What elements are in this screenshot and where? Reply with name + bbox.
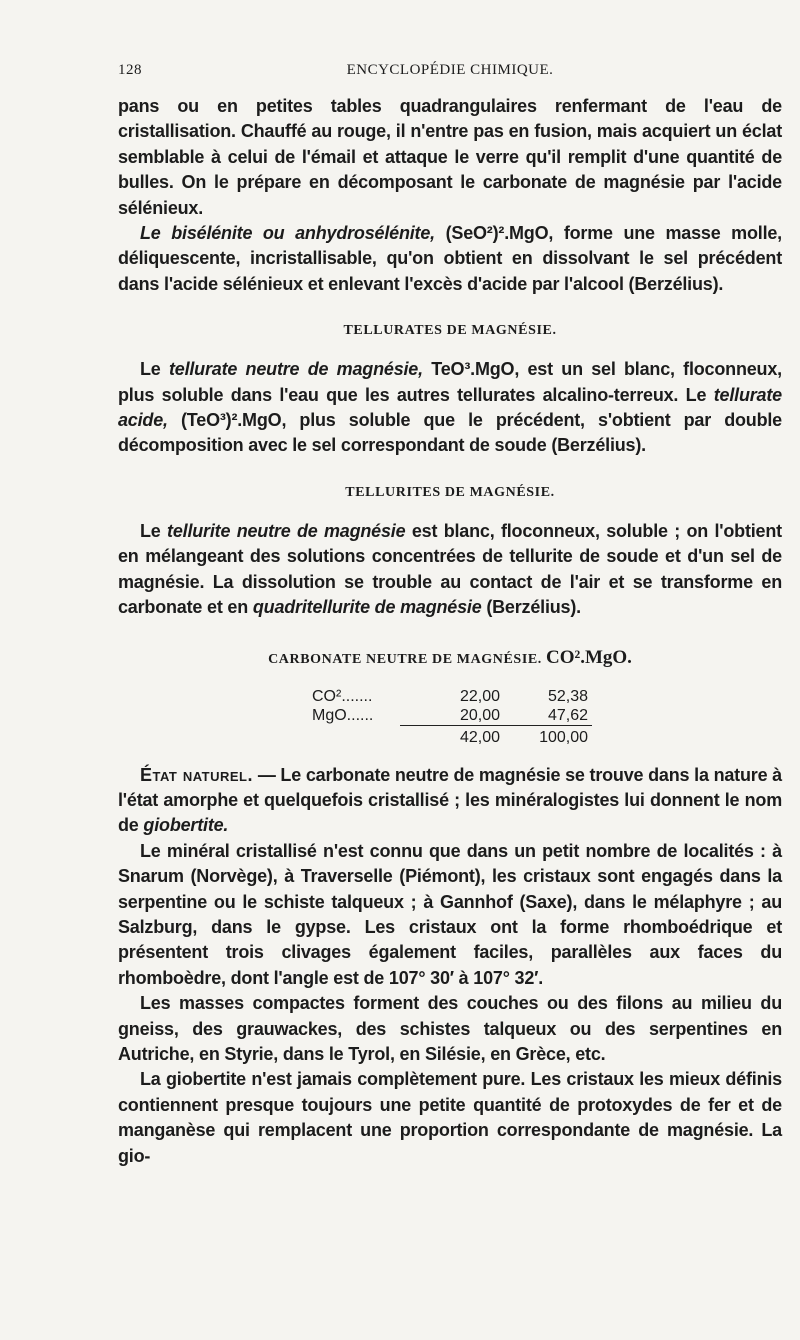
paragraph-text: est blanc, floconneux, soluble ; on l'obtient en mélangeant des solutions concentrées de tellurite de soude et d'un sel de magnésie. La dissolution se trouble au contact de l'air et se transforme en carbonate et en xyxy=(118,520,782,618)
paragraph-text: Le xyxy=(140,520,161,541)
paragraph-text: (Berzélius). xyxy=(486,597,581,618)
table-cell-mass: 20,00 xyxy=(400,706,504,726)
paragraph-selenite-end xyxy=(118,94,782,221)
paragraph-masses-compactes xyxy=(118,991,782,1067)
paragraph-text: Les masses compactes forment des couches ou des filons au milieu du gneiss, des grauwackes, des schistes talqueux ou des serpentines en Autriche, en Styrie, dans le Tyrol, en Silésie, en Grèce, etc. xyxy=(118,993,782,1064)
paragraph-mineral-cristallise xyxy=(118,839,782,991)
paragraph-text: est un sel blanc, floconneux, plus soluble dans l'eau que les autres tellurates alcalino-terreux. Le xyxy=(118,359,782,405)
formula-biselenite: (SeO²)².MgO, xyxy=(445,223,554,244)
section-title-text: CARBONATE NEUTRE DE MAGNÉSIE. xyxy=(268,651,542,667)
table-cell-total-percent: 100,00 xyxy=(539,728,588,746)
term-tellurite-neutre: tellurite neutre de magnésie xyxy=(167,520,406,541)
table-row xyxy=(308,706,592,726)
term-giobertite: giobertite. xyxy=(143,815,229,836)
composition-table xyxy=(308,687,592,747)
table-cell-empty xyxy=(308,725,400,747)
paragraph-tellurates xyxy=(118,357,782,459)
page-number: 128 xyxy=(118,62,142,78)
paragraph-etat-naturel xyxy=(118,763,782,839)
table-cell-label: MgO...... xyxy=(312,706,374,724)
table-cell-percent: 47,62 xyxy=(504,706,592,726)
paragraph-text: Le minéral cristallisé n'est connu que dans un petit nombre de localités : à Snarum (Norvège), à Traverselle (Piémont), les cristaux sont engagés dans la serpentine ou le schiste talqueux ; à Gannhof (Saxe), dans le mélaphyre ; au Salzburg, dans le gypse. Les cristaux ont la forme rhomboédrique et présentent trois clivages également faciles, parallèles aux faces du rhomboèdre, dont l'angle est de 107° 30′ à 107° 32′. xyxy=(118,840,782,988)
table-row-total xyxy=(308,725,592,747)
table-cell-total-mass: 42,00 xyxy=(459,728,500,746)
paragraph-tellurites xyxy=(118,519,782,621)
running-title: ENCYCLOPÉDIE CHIMIQUE. xyxy=(346,62,554,78)
term-quadritellurite: quadritellurite de magnésie xyxy=(252,597,482,618)
subheading-etat-naturel: État naturel. xyxy=(140,764,253,785)
section-title-carbonate xyxy=(118,647,782,669)
formula-tellurate-neutre: TeO³.MgO, xyxy=(431,359,520,380)
running-head xyxy=(118,62,782,84)
table-cell-percent: 52,38 xyxy=(547,687,588,705)
paragraph-text: Le xyxy=(140,359,161,380)
table-row xyxy=(308,687,592,706)
table-cell-label: CO²....... xyxy=(312,687,373,705)
formula-tellurate-acide: (TeO³)².MgO, xyxy=(181,410,287,431)
paragraph-giobertite-purete xyxy=(118,1067,782,1169)
paragraph-text: forme une masse molle, déliquescente, incristallisable, qu'on obtient en dissolvant le sel précédent dans l'acide sélénieux et enlevant l'excès d'acide par l'alcool (Berzélius). xyxy=(118,223,782,294)
term-tellurate-neutre: tellurate neutre de magnésie, xyxy=(168,359,423,380)
section-title-tellurates: TELLURATES DE MAGNÉSIE. xyxy=(343,323,557,339)
paragraph-text: pans ou en petites tables quadrangulaires renfermant de l'eau de cristallisation. Chauffé au rouge, il n'entre pas en fusion, mais acquiert un éclat semblable à celui de l'émail et attaque le verre qu'il remplit d'une quantité de bulles. On le prépare en décomposant le carbonate de magnésie par l'acide sélénieux. xyxy=(118,96,782,218)
paragraph-biselenite xyxy=(118,221,782,297)
paragraph-text: — Le carbonate neutre de magnésie se trouve dans la nature à l'état amorphe et quelquefois cristallisé ; les minéralogistes lui donnent le nom de xyxy=(118,764,782,836)
table-cell-mass: 22,00 xyxy=(459,687,500,705)
section-title-tellurites: TELLURITES DE MAGNÉSIE. xyxy=(345,484,555,500)
body-text xyxy=(118,94,782,1169)
paragraph-text: La giobertite n'est jamais complètement pure. Les cristaux les mieux définis contiennent presque toujours une petite quantité de protoxydes de fer et de manganèse qui remplacent une proportion correspondante de magnésie. La gio- xyxy=(118,1069,782,1166)
paragraph-text: plus soluble que le précédent, s'obtient par double décomposition avec le sel correspondant de soude (Berzélius). xyxy=(118,410,782,456)
term-tellurate-acide: tellurate acide, xyxy=(118,384,782,431)
section-title-formula: CO².MgO. xyxy=(546,646,632,668)
term-biselenite: Le bisélénite ou anhydrosélénite, xyxy=(140,223,435,244)
